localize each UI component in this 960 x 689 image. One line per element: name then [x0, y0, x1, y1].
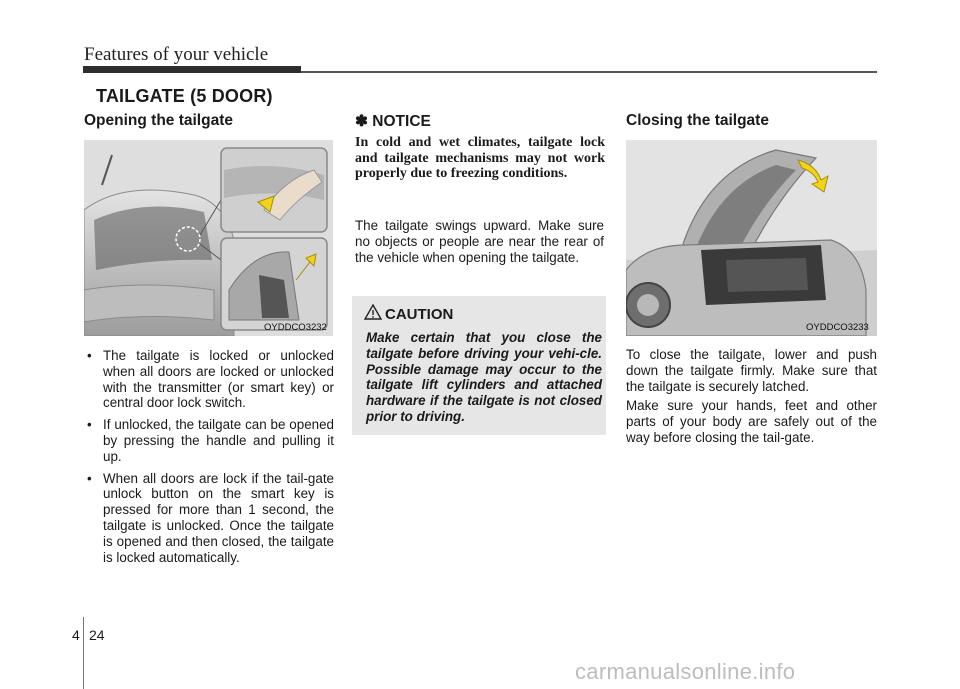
header-rule — [301, 71, 877, 73]
warning-triangle-icon — [364, 304, 382, 320]
opening-bullet-list — [86, 348, 334, 571]
notice-text: In cold and wet climates, tailgate lock and tailgate mechanisms may not work properly due to freezing conditions. — [355, 135, 605, 182]
header-title: Features of your vehicle — [84, 44, 269, 65]
opening-title: Opening the tailgate — [84, 112, 233, 129]
notice-body: The tailgate swings upward. Make sure no objects or people are near the rear of the vehicle when opening the tailgate. — [355, 218, 604, 265]
caution-text: Make certain that you close the tailgate before driving your vehi-cle. Possible damage may occur to the tailgate lift cylinders and attached hardware if the tailgate is not closed prior to driving. — [366, 330, 602, 424]
notice-title: ✽ NOTICE — [355, 113, 431, 130]
closing-image-caption: OYDDCO3233 — [806, 322, 869, 333]
closing-paragraph: Make sure your hands, feet and other parts of your body are safely out of the way before closing the tail-gate. — [626, 398, 877, 445]
closing-illustration — [626, 140, 877, 336]
list-item: • When all doors are lock if the tail-gate unlock button on the smart key is pressed for more than 1 second, the tailgate is unlocked. Once the tailgate is opened and then closed, the tailgate is locked automatically. — [86, 471, 334, 566]
footer-divider — [83, 617, 84, 689]
closing-title: Closing the tailgate — [626, 112, 769, 129]
car-rear-opening-drawing — [84, 140, 333, 336]
opening-illustration — [84, 140, 333, 336]
watermark: carmanualsonline.info — [575, 659, 796, 684]
opening-image-caption: OYDDCO3232 — [264, 322, 327, 333]
list-item: • The tailgate is locked or unlocked when all doors are locked or unlocked with the transmitter (or smart key) or central door lock switch. — [86, 348, 334, 411]
page-number: 24 — [89, 627, 105, 643]
page-chapter: 4 — [72, 627, 80, 643]
car-tailgate-open-drawing — [626, 140, 877, 336]
section-title: TAILGATE (5 DOOR) — [96, 86, 273, 106]
header-bar — [83, 66, 301, 73]
closing-paragraph: To close the tailgate, lower and push down the tailgate firmly. Make sure that the tailgate is securely latched. — [626, 347, 877, 394]
list-item: • If unlocked, the tailgate can be opened by pressing the handle and pulling it up. — [86, 417, 334, 464]
caution-title: CAUTION — [385, 306, 454, 323]
